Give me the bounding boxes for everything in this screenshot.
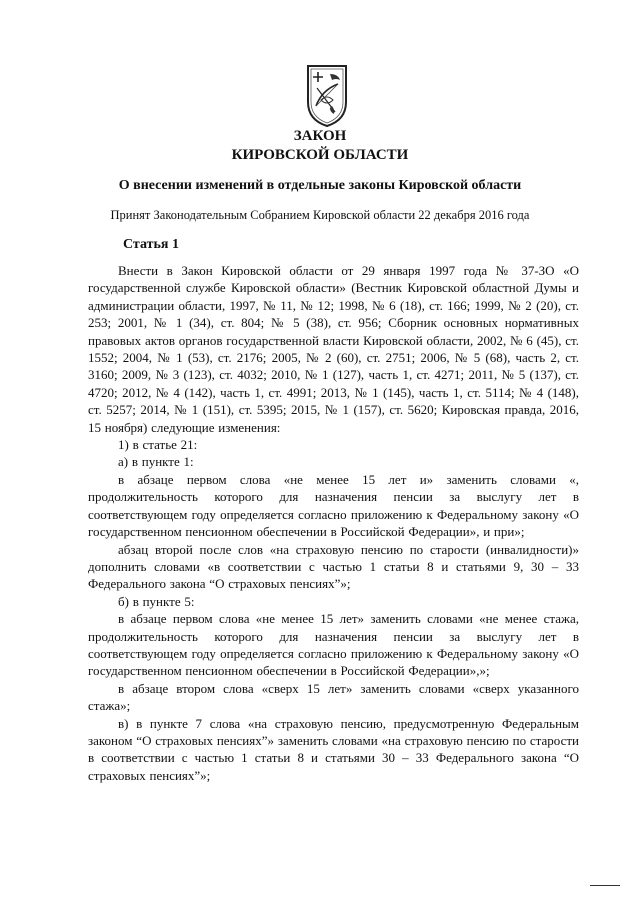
article-paragraph: б) в пункте 5:	[118, 593, 195, 609]
article-paragraph: 1) в статье 21:	[118, 437, 198, 453]
article-paragraph: в абзаце первом слова «не менее 15 лет» заменить словами «не менее стажа, продолжительность которого для назначения пенсии за выслугу лет в соответствующем году определяется согласно приложению к Федеральному закону «О государственном пенсионном обеспечении в Российской Федерации»,»;	[88, 611, 579, 679]
article-paragraph: в абзаце втором слова «сверх 15 лет» заменить словами «сверх указанного стажа»;	[88, 680, 579, 714]
article-heading: Статья 1	[123, 237, 179, 252]
adoption-note: Принят Законодательным Собранием Кировской области 22 декабря 2016 года	[110, 208, 530, 222]
signature-line	[590, 885, 620, 886]
article-paragraph: в абзаце первом слова «не менее 15 лет и» заменить словами «, продолжительность которого для назначения пенсии за выслугу лет в соответствующем году определяется согласно приложению к Федеральному закону «О государственном пенсионном обеспечении в Российской Федерации», и при»;	[88, 471, 579, 540]
law-title-line-2: КИРОВСКОЙ ОБЛАСТИ	[231, 147, 409, 163]
article-paragraph: Внести в Закон Кировской области от 29 января 1997 года № 37-ЗО «О государственной службе Кировской области» (Вестник Кировской областной Думы и администрации области, 1997, № 11, № 12; 1998, № 6 (18), ст. 166; 1999, № 2 (20), ст. 253; 2001, № 1 (34), ст. 804; № 5 (38), ст. 956; Сборник основных нормативных правовых актов органов государственной власти Кировской области, 2002, № 6 (45), ст. 1552; 2004, № 1 (53), ст. 2176; 2005, № 2 (60), ст. 2751; 2006, № 5 (68), часть 2, ст. 3160; 2009, № 3 (123), ст. 4032; 2010, № 1 (127), часть 1, ст. 4271; 2011, № 5 (137), ст. 4720; 2012, № 4 (142), часть 1, ст. 4991; 2013, № 1 (145), часть 1, ст. 5114; № 4 (148), ст. 5257; 2014, № 1 (151), ст. 5395; 2015, № 1 (157), ст. 5620; Кировская правда, 2016, 15 ноября) следующие изменения:	[88, 263, 579, 435]
law-subject: О внесении изменений в отдельные законы Кировской области	[118, 178, 522, 193]
law-title-line-1: ЗАКОН	[293, 128, 347, 144]
kirov-oblast-coat-of-arms-icon	[302, 62, 352, 128]
article-paragraph: абзац второй после слов «на страховую пенсию по старости (инвалидности)» дополнить словами «в соответствии с частью 1 статьи 8 и статьями 9, 30 – 33 Федерального закона “О страховых пенсиях”»;	[88, 541, 579, 592]
article-paragraph: в) в пункте 7 слова «на страховую пенсию, предусмотренную Федеральным законом “О страховых пенсиях”» заменить словами «на страховую пенсию по старости в соответствии с частью 1 статьи 8 и статьями 30 – 33 Федерального закона “О страховых пенсиях”»;	[88, 715, 579, 783]
article-body	[88, 262, 579, 784]
article-paragraph: а) в пункте 1:	[118, 454, 194, 470]
